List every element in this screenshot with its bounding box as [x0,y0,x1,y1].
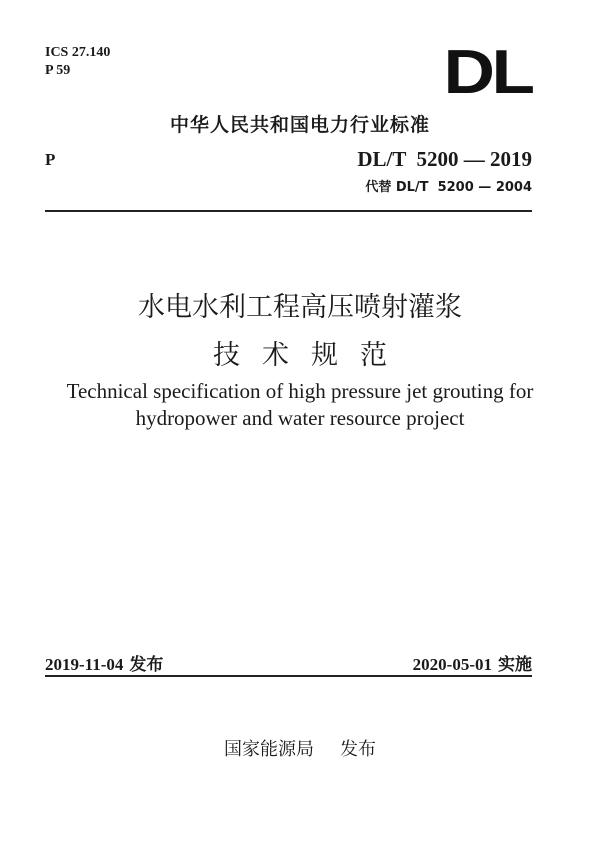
bottom-divider [45,675,532,677]
issue-label: 发布 [129,655,164,675]
title-zh-line2: 技术规范 [213,340,409,371]
top-divider [45,210,532,212]
title-en [0,378,600,432]
title-zh-line1: 水电水利工程高压喷射灌浆 [138,292,462,323]
category-code: P 59 [45,63,71,78]
publisher-action: 发布 [340,739,376,760]
industry-standard-heading: 中华人民共和国电力行业标准 [169,114,430,136]
implementation-date-value: 2020-05-01 [412,655,492,674]
publisher-name: 国家能源局 [224,739,314,760]
ics-classification [45,44,110,80]
issue-date [45,650,163,675]
dl-logo: DL [443,38,532,107]
implementation-date [413,650,532,675]
issue-date-value: 2019-11-04 [45,655,124,674]
publisher [0,735,600,761]
ics-code: ICS 27.140 [45,45,111,60]
category-letter: P [45,150,56,169]
replaces-standard: 代替 DL/T 5200 — 2004 [365,180,532,195]
title-en-line2: hydropower and water resource project [135,406,465,430]
title-en-line1: Technical specification of high pressure jet grouting for [66,379,534,403]
standard-number: DL/T 5200 — 2019 [357,147,532,171]
implementation-label: 实施 [498,655,532,675]
